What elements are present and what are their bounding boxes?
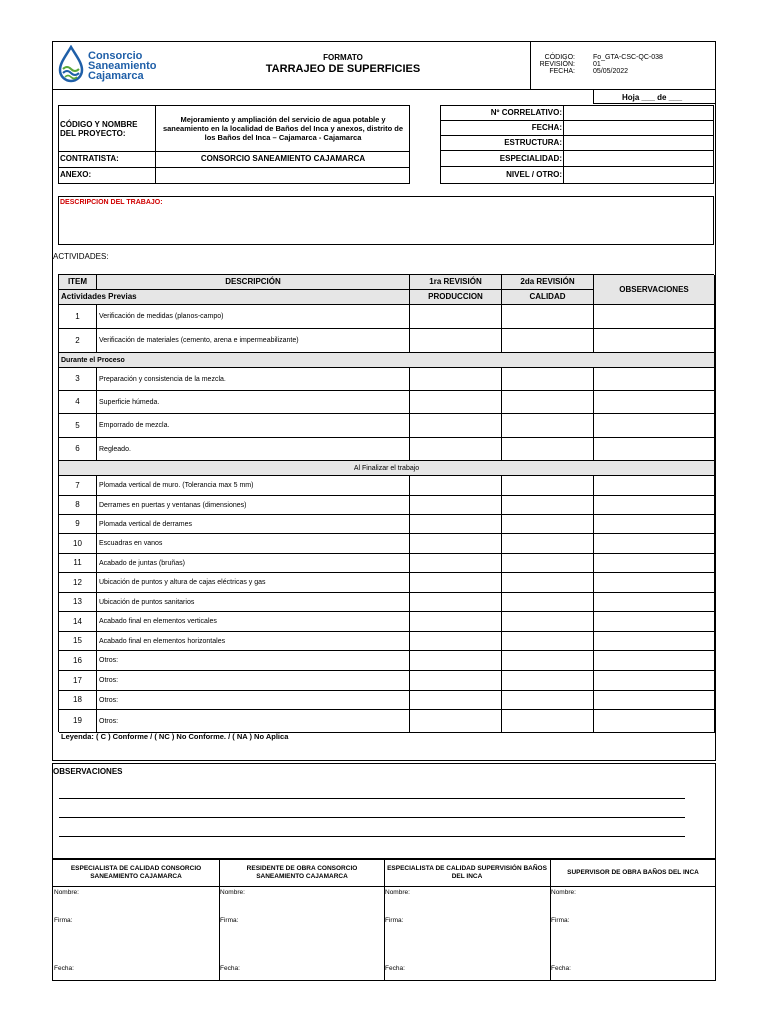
rev1-cell[interactable] — [410, 476, 502, 496]
rev2-cell[interactable] — [502, 329, 594, 353]
rev2-cell[interactable] — [502, 305, 594, 329]
col-header-rev1: 1ra REVISIÓN — [410, 275, 502, 290]
rev1-cell[interactable] — [410, 496, 502, 515]
rev2-cell[interactable] — [502, 368, 594, 391]
fecha-value: 05/05/2022 — [593, 68, 629, 75]
rev1-cell[interactable] — [410, 573, 502, 593]
observaciones-cell[interactable] — [594, 554, 715, 573]
item-description: Plomada vertical de derrames — [97, 515, 410, 534]
firma-label[interactable]: Firma: — [54, 917, 73, 924]
rev2-cell[interactable] — [502, 651, 594, 671]
observaciones-cell[interactable] — [594, 612, 715, 632]
observaciones-cell[interactable] — [594, 414, 715, 438]
item-description: Otros: — [97, 651, 410, 671]
rev2-cell[interactable] — [502, 391, 594, 414]
rev1-cell[interactable] — [410, 391, 502, 414]
observaciones-cell[interactable] — [594, 691, 715, 710]
rev2-cell[interactable] — [502, 496, 594, 515]
activities-table — [58, 274, 714, 732]
item-description: Plomada vertical de muro. (Tolerancia max 5 mm) — [97, 476, 410, 496]
observaciones-cell[interactable] — [594, 438, 715, 461]
observaciones-cell[interactable] — [594, 305, 715, 329]
observaciones-line[interactable] — [59, 817, 685, 818]
item-description: Emporrado de mezcla. — [97, 414, 410, 438]
item-number: 2 — [59, 329, 97, 353]
rev2-cell[interactable] — [502, 632, 594, 651]
item-description: Ubicación de puntos sanitarios — [97, 593, 410, 612]
signatures-block — [52, 859, 716, 981]
rev2-cell[interactable] — [502, 612, 594, 632]
item-description: Preparación y consistencia de la mezcla. — [97, 368, 410, 391]
rev2-cell[interactable] — [502, 554, 594, 573]
logo-text-line-1: Consorcio — [88, 50, 143, 62]
project-code-label: CÓDIGO Y NOMBRE DEL PROYECTO: — [60, 119, 138, 138]
page-counter: Hoja ___ de ___ — [622, 93, 683, 102]
section-durante-proceso: Durante el Proceso — [59, 353, 715, 368]
rev2-cell[interactable] — [502, 710, 594, 733]
rev2-cell[interactable] — [502, 671, 594, 691]
item-description: Otros: — [97, 671, 410, 691]
anexo-field[interactable] — [158, 170, 408, 182]
estructura-field[interactable] — [565, 136, 713, 149]
observaciones-cell[interactable] — [594, 651, 715, 671]
item-number: 3 — [59, 368, 97, 391]
item-number: 16 — [59, 651, 97, 671]
rev2-cell[interactable] — [502, 534, 594, 554]
rev1-cell[interactable] — [410, 534, 502, 554]
item-number: 4 — [59, 391, 97, 414]
actividades-label: ACTIVIDADES: — [53, 252, 109, 261]
item-number: 15 — [59, 632, 97, 651]
nivel-label: NIVEL / OTRO: — [506, 170, 562, 179]
item-description: Regleado. — [97, 438, 410, 461]
item-description: Verificación de medidas (planos-campo) — [97, 305, 410, 329]
signature-title-2: RESIDENTE DE OBRA CONSORCIO SANEAMIENTO CAJAMARCA — [246, 865, 358, 880]
section-actividades-previas: Actividades Previas — [59, 290, 410, 305]
rev1-cell[interactable] — [410, 305, 502, 329]
observaciones-line[interactable] — [59, 798, 685, 799]
observaciones-cell[interactable] — [594, 496, 715, 515]
nombre-label[interactable]: Nombre: — [385, 889, 410, 896]
item-description: Acabado de juntas (bruñas) — [97, 554, 410, 573]
rev1-cell[interactable] — [410, 515, 502, 534]
observaciones-cell[interactable] — [594, 534, 715, 554]
fecha-label[interactable]: Fecha: — [385, 965, 405, 972]
rev1-cell[interactable] — [410, 632, 502, 651]
observaciones-cell[interactable] — [594, 515, 715, 534]
rev1-cell[interactable] — [410, 691, 502, 710]
subheader-calidad: CALIDAD — [502, 290, 594, 305]
estructura-label: ESTRUCTURA: — [504, 138, 562, 147]
item-number: 1 — [59, 305, 97, 329]
rev1-cell[interactable] — [410, 329, 502, 353]
fecha-label[interactable]: Fecha: — [220, 965, 240, 972]
col-header-item: ITEM — [59, 275, 97, 290]
item-description: Otros: — [97, 710, 410, 733]
item-number: 14 — [59, 612, 97, 632]
row-group-final — [59, 476, 715, 733]
firma-label[interactable]: Firma: — [220, 917, 239, 924]
firma-label[interactable]: Firma: — [551, 917, 570, 924]
signature-title-1: ESPECIALISTA DE CALIDAD CONSORCIO SANEAMIENTO CAJAMARCA — [70, 865, 202, 880]
item-number: 6 — [59, 438, 97, 461]
observaciones-line[interactable] — [59, 836, 685, 837]
item-description: Ubicación de puntos y altura de cajas eléctricas y gas — [97, 573, 410, 593]
observaciones-cell[interactable] — [594, 710, 715, 733]
fecha-label[interactable]: Fecha: — [54, 965, 74, 972]
descripcion-trabajo-label: DESCRIPCION DEL TRABAJO: — [60, 199, 163, 206]
record-fecha-label: FECHA: — [531, 123, 562, 132]
rev2-cell[interactable] — [502, 573, 594, 593]
item-description: Otros: — [97, 691, 410, 710]
company-logo — [57, 45, 157, 85]
logo-text-line-3: Cajamarca — [88, 70, 144, 82]
rev1-cell[interactable] — [410, 671, 502, 691]
format-label: FORMATO — [323, 53, 363, 62]
signature-title-4: SUPERVISOR DE OBRA BAÑOS DEL INCA — [567, 869, 699, 876]
item-description: Superficie húmeda. — [97, 391, 410, 414]
anexo-label: ANEXO: — [60, 170, 92, 179]
rev2-cell[interactable] — [502, 476, 594, 496]
observaciones-cell[interactable] — [594, 391, 715, 414]
item-description: Verificación de materiales (cemento, arena e impermeabilizante) — [97, 329, 410, 353]
rev2-cell[interactable] — [502, 438, 594, 461]
codigo-label: CÓDIGO: — [544, 54, 575, 61]
col-header-rev2: 2da REVISIÓN — [502, 275, 594, 290]
item-number: 7 — [59, 476, 97, 496]
row-group-proceso — [59, 368, 715, 461]
col-header-descripcion: DESCRIPCIÓN — [97, 275, 410, 290]
rev2-cell[interactable] — [502, 593, 594, 612]
rev1-cell[interactable] — [410, 593, 502, 612]
subheader-produccion: PRODUCCION — [410, 290, 502, 305]
observaciones-cell[interactable] — [594, 593, 715, 612]
item-description: Escuadras en vanos — [97, 534, 410, 554]
rev1-cell[interactable] — [410, 368, 502, 391]
rev2-cell[interactable] — [502, 414, 594, 438]
item-number: 18 — [59, 691, 97, 710]
observaciones-cell[interactable] — [594, 671, 715, 691]
correlativo-label: Nº CORRELATIVO: — [490, 108, 562, 117]
rev1-cell[interactable] — [410, 710, 502, 733]
correlativo-field[interactable] — [565, 106, 713, 119]
rev1-cell[interactable] — [410, 438, 502, 461]
codigo-value: Fo_GTA-CSC-QC-038 — [593, 54, 663, 61]
item-number: 8 — [59, 496, 97, 515]
observaciones-cell[interactable] — [594, 476, 715, 496]
project-code-value: Mejoramiento y ampliación del servicio de agua potable y saneamiento en la localidad de Baños del Inca y anexos, distrito de los Baños del Inca – Cajamarca - Cajamarca — [162, 115, 404, 142]
item-number: 19 — [59, 710, 97, 733]
rev1-cell[interactable] — [410, 554, 502, 573]
item-number: 9 — [59, 515, 97, 534]
col-header-observaciones: OBSERVACIONES — [594, 275, 715, 305]
item-description: Derrames en puertas y ventanas (dimensiones) — [97, 496, 410, 515]
leyenda: Leyenda: ( C ) Conforme / ( NC ) No Conforme. / ( NA ) No Aplica — [61, 732, 289, 741]
item-number: 17 — [59, 671, 97, 691]
observaciones-cell[interactable] — [594, 573, 715, 593]
firma-label[interactable]: Firma: — [385, 917, 404, 924]
logo-text-line-2: Saneamiento — [88, 60, 157, 72]
item-number: 11 — [59, 554, 97, 573]
section-al-finalizar: Al Finalizar el trabajo — [59, 461, 715, 476]
observaciones-box — [52, 763, 716, 859]
water-drop-logo-icon — [57, 45, 85, 83]
rev1-cell[interactable] — [410, 414, 502, 438]
rev2-cell[interactable] — [502, 691, 594, 710]
item-description: Acabado final en elementos horizontales — [97, 632, 410, 651]
page-title: TARRAJEO DE SUPERFICIES — [265, 63, 421, 75]
especialidad-field[interactable] — [565, 151, 713, 165]
rev1-cell[interactable] — [410, 612, 502, 632]
revision-value: 01 — [593, 61, 601, 68]
nombre-label[interactable]: Nombre: — [54, 889, 79, 896]
item-number: 13 — [59, 593, 97, 612]
signature-title-3: ESPECIALISTA DE CALIDAD SUPERVISIÓN BAÑOS DEL INCA — [387, 865, 547, 880]
item-number: 5 — [59, 414, 97, 438]
rev2-cell[interactable] — [502, 515, 594, 534]
observaciones-label: OBSERVACIONES — [53, 767, 123, 776]
item-number: 10 — [59, 534, 97, 554]
nivel-field[interactable] — [565, 167, 713, 183]
observaciones-cell[interactable] — [594, 632, 715, 651]
contratista-value: CONSORCIO SANEAMIENTO CAJAMARCA — [200, 154, 366, 163]
especialidad-label: ESPECIALIDAD: — [499, 154, 562, 163]
nombre-label[interactable]: Nombre: — [220, 889, 245, 896]
rev1-cell[interactable] — [410, 651, 502, 671]
contratista-label: CONTRATISTA: — [60, 154, 119, 163]
observaciones-cell[interactable] — [594, 329, 715, 353]
row-group-previas — [59, 305, 715, 353]
nombre-label[interactable]: Nombre: — [551, 889, 576, 896]
fecha-label: FECHA: — [549, 68, 575, 75]
revision-label: REVISIÓN: — [539, 61, 575, 68]
record-fecha-field[interactable] — [565, 121, 713, 134]
item-description: Acabado final en elementos verticales — [97, 612, 410, 632]
fecha-label[interactable]: Fecha: — [551, 965, 571, 972]
observaciones-cell[interactable] — [594, 368, 715, 391]
item-number: 12 — [59, 573, 97, 593]
